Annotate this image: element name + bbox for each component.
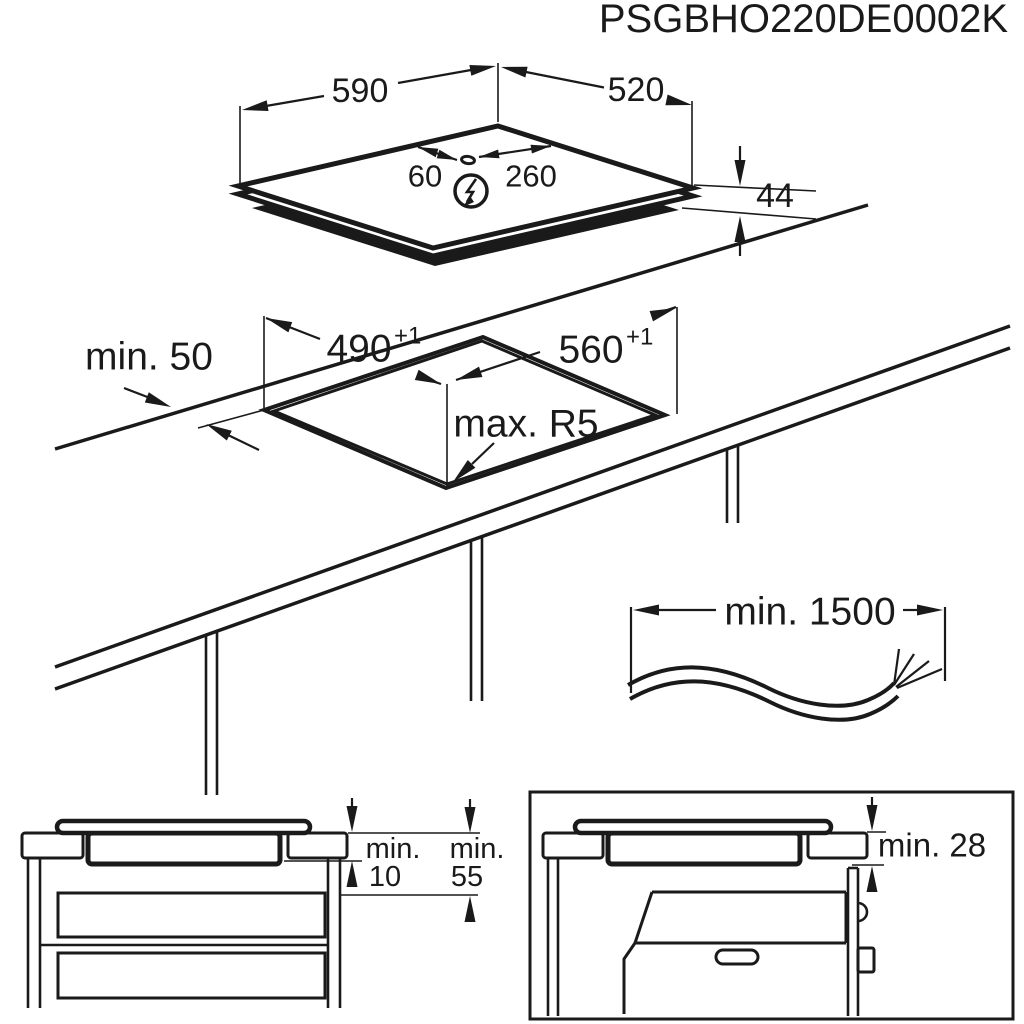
dim-cable-length-label: min. 1500 <box>724 590 896 634</box>
dim-min28-label: min. 28 <box>877 826 987 864</box>
dim-490 <box>264 316 441 408</box>
drawing-code: PSGBHO220DE0002K <box>598 0 1008 41</box>
cabinet-side-panels <box>206 445 738 795</box>
dim-490-label: 490 <box>326 327 392 371</box>
panel-hinge-bump <box>858 903 867 921</box>
dim-590-label: 590 <box>331 72 389 110</box>
dim-10-label: 10 <box>368 861 402 893</box>
worktop-right <box>288 833 347 858</box>
worktop-left-2 <box>543 833 603 858</box>
cable-outline-top <box>628 667 894 705</box>
hob-isometric-view <box>238 63 816 266</box>
oven-clearance-section <box>530 792 1013 1019</box>
worktop-right-2 <box>808 833 867 858</box>
dim-min28 <box>852 797 986 892</box>
power-cable-drawing <box>628 591 945 720</box>
oven-handle <box>716 950 758 964</box>
hob-body-section-2 <box>608 833 800 864</box>
drawer-1 <box>58 893 325 937</box>
cable-wire-strands <box>894 649 942 688</box>
drawer-clearance-section <box>22 798 504 1008</box>
worktop-left <box>22 833 83 858</box>
dim-max-r5 <box>453 403 599 483</box>
dim-560-label: 560 <box>558 328 624 372</box>
dim-560-tolerance: +1 <box>626 323 654 351</box>
drawer-2 <box>58 953 325 998</box>
dim-55-label: 55 <box>450 861 484 893</box>
dim-520-label: 520 <box>607 71 665 109</box>
dim-60-label: 60 <box>407 158 443 194</box>
dim-260-label: 260 <box>505 158 557 194</box>
min-label-2: min. <box>449 833 505 865</box>
worktop-cutout-view <box>55 205 1010 795</box>
dim-490-tolerance: +1 <box>394 322 422 350</box>
panel-knob <box>858 948 874 972</box>
hob-glass-section <box>57 821 310 833</box>
dim-44-label: 44 <box>756 177 794 215</box>
hob-glass-top <box>238 126 693 248</box>
min-label-1: min. <box>365 833 421 865</box>
hob-glass-section-2 <box>575 821 831 833</box>
hob-body-section <box>88 833 280 864</box>
dim-max-r5-label: max. R5 <box>453 402 599 446</box>
oven-drawing <box>624 892 846 1014</box>
dim-min50-label: min. 50 <box>85 335 213 379</box>
dim-560 <box>447 307 677 487</box>
